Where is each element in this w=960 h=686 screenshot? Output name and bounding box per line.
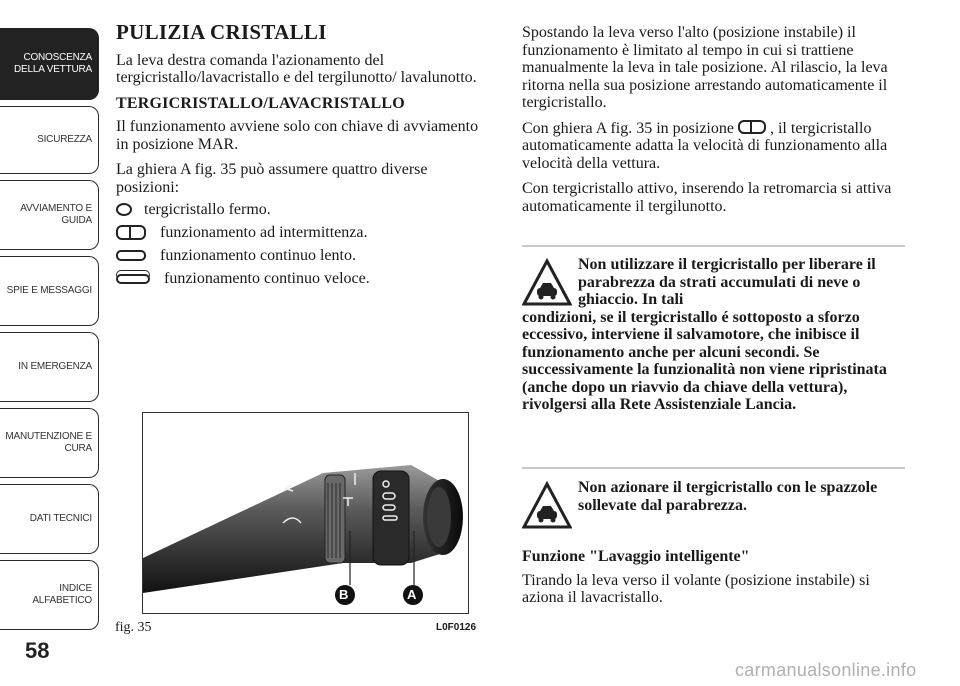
fast-symbol-icon — [116, 274, 150, 284]
section-lavaggio-title: Funzione "Lavaggio intelligente" — [522, 548, 750, 565]
off-symbol-icon — [116, 203, 132, 216]
auto-symbol-icon — [738, 120, 766, 134]
wiper-stalk-illustration — [143, 413, 469, 614]
tab-manutenzione-e-cura[interactable]: MANUTENZIONE E CURA — [0, 408, 99, 478]
tab-spie-e-messaggi[interactable]: SPIE E MESSAGGI — [0, 256, 99, 326]
warning-triangle-icon — [522, 481, 572, 531]
figure-code: L0F0126 — [436, 622, 477, 633]
warning-2 — [522, 479, 907, 514]
paragraph-auto-speed: Con ghiera A fig. 35 in posizione , il tergicristallo automaticamente adatta la velocità di funzionamento alla velocità della vettura. — [522, 119, 888, 172]
page-number: 58 — [25, 638, 50, 663]
slow-symbol-icon — [116, 250, 146, 261]
option-off: tergicristallo fermo. — [116, 198, 491, 221]
paragraph-key-mar: Il funzionamento avviene solo con chiave di avviamento in posizione MAR. — [116, 118, 479, 153]
callout-b: B — [339, 587, 349, 602]
section-title: PULIZIA CRISTALLI — [116, 20, 327, 44]
right-column — [522, 24, 907, 223]
paragraph-positions: La ghiera A fig. 35 può assumere quattro diverse posizioni: — [116, 161, 428, 196]
figure-caption: fig. 35 — [115, 620, 152, 635]
warning-1 — [522, 256, 907, 414]
callout-a: A — [407, 587, 417, 602]
warning-2-text: Non azionare il tergicristallo con le spazzole sollevate dal parabrezza. — [578, 479, 878, 514]
paragraph-unstable: Spostando la leva verso l'alto (posizione instabile) il funzionamento è limitato al tempo in cui si trattiene manualmente la leva in tale posizione. Al rilascio, la leva ritorna nella sua posizione arrestando automaticamente il tergicristallo. — [522, 24, 888, 111]
tab-dati-tecnici[interactable]: DATI TECNICI — [0, 484, 99, 554]
left-column — [116, 20, 491, 290]
option-fast: funzionamento continuo veloce. — [116, 267, 491, 290]
section-lavaggio — [522, 548, 907, 615]
warning-1-body: condizioni, se il tergicristallo é sottoposto a sforzo eccessivo, interviene il salvamotore, che inibisce il funzionamento anche per alcuni secondi. Se successivamente la funzionalità non viene ripristinata (anche dopo un riavvio da chiave della vettura), rivolgersi alla Rete Assistenziale Lancia. — [522, 308, 887, 413]
paragraph-reverse: Con tergicristallo attivo, inserendo la retromarcia si attiva automaticamente il tergilunotto. — [522, 180, 892, 215]
tab-in-emergenza[interactable]: IN EMERGENZA — [0, 332, 99, 402]
tab-conoscenza-della-vettura[interactable]: CONOSCENZA DELLA VETTURA — [0, 28, 99, 100]
warning-1-head: Non utilizzare il tergicristallo per liberare il parabrezza da strati accumulati di neve o ghiaccio. In tali — [578, 256, 876, 308]
warning-triangle-icon — [522, 258, 572, 308]
intermittent-symbol-icon — [116, 225, 146, 240]
tab-avviamento-e-guida[interactable]: AVVIAMENTO E GUIDA — [0, 180, 99, 250]
divider-2 — [522, 467, 905, 469]
watermark: carmanualsonline.info — [735, 660, 917, 680]
section-lavaggio-text: Tirando la leva verso il volante (posizione instabile) si aziona il lavacristallo. — [522, 571, 870, 606]
option-slow: funzionamento continuo lento. — [116, 244, 491, 267]
figure-35 — [142, 412, 469, 614]
intro-paragraph: La leva destra comanda l'azionamento del tergicristallo/lavacristallo e del tergilunotto/ lavalunotto. — [116, 51, 477, 86]
divider-1 — [522, 245, 905, 247]
option-intermittent: funzionamento ad intermittenza. — [116, 221, 491, 244]
tab-indice-alfabetico[interactable]: INDICE ALFABETICO — [0, 560, 99, 630]
subsection-title: TERGICRISTALLO/LAVACRISTALLO — [116, 94, 405, 112]
tab-sicurezza[interactable]: SICUREZZA — [0, 106, 99, 174]
